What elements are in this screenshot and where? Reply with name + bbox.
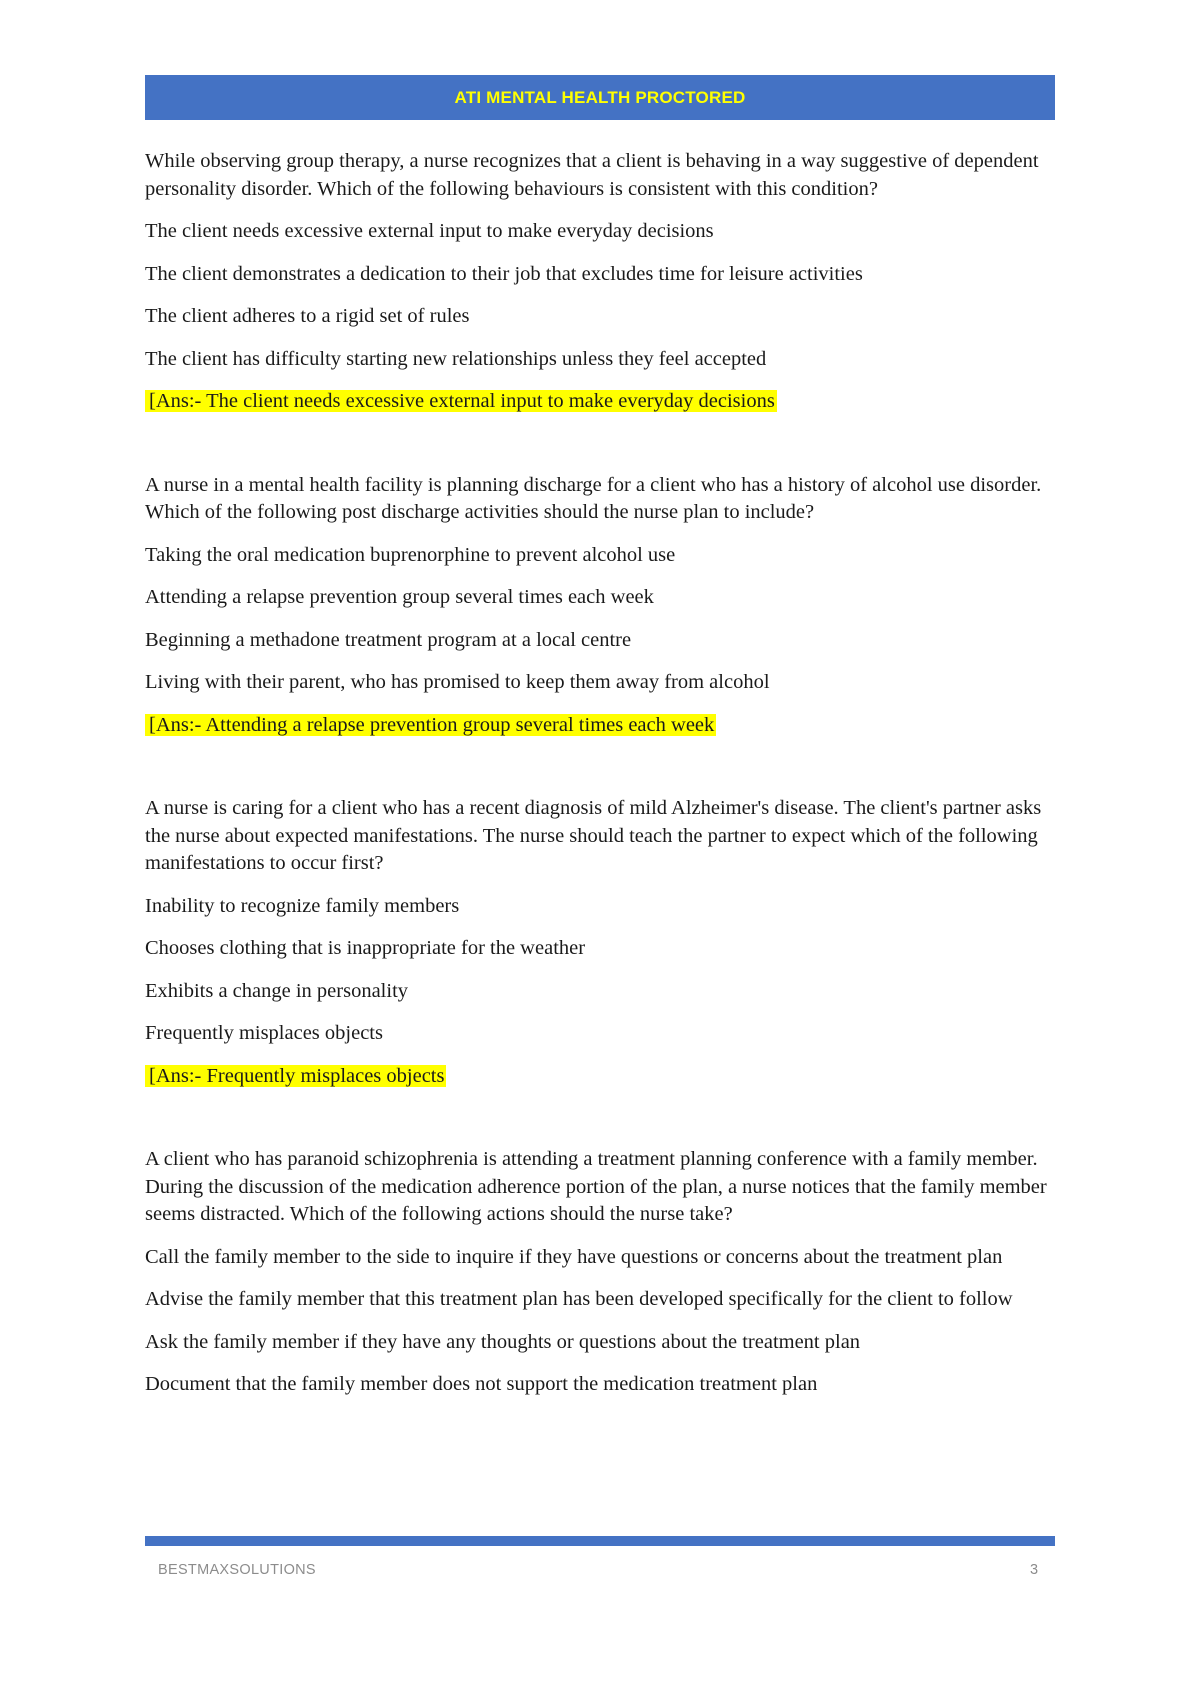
answer-option: Inability to recognize family members (145, 894, 460, 917)
answer-option: Chooses clothing that is inappropriate for the weather (145, 937, 586, 959)
answer-option: The client needs excessive external input to make everyday decisions (145, 220, 714, 242)
answer-highlight: [Ans:- Attending a relapse prevention group several times each week (145, 714, 716, 736)
question-stem: A nurse is caring for a client who has a recent diagnosis of mild Alzheimer's disease. The client's partner asks the nurse about expected manifestations. The nurse should teach the partner to expect which of the following manifestations to occur first? (145, 797, 1042, 874)
answer-key (145, 1063, 1055, 1091)
answer-option: Living with their parent, who has promised to keep them away from alcohol (145, 671, 770, 693)
answer-option: Call the family member to the side to inquire if they have questions or concerns about the treatment plan (145, 1245, 1003, 1268)
page-title: ATI MENTAL HEALTH PROCTORED (454, 87, 746, 107)
question-block-4 (145, 1146, 1055, 1399)
question-stem: A nurse in a mental health facility is planning discharge for a client who has a history of alcohol use disorder. Which of the following post discharge activities should the nurse plan to include? (145, 473, 1042, 523)
answer-option: The client adheres to a rigid set of rules (145, 305, 470, 327)
answer-key (145, 388, 1055, 416)
answer-option: Document that the family member does not support the medication treatment plan (145, 1373, 818, 1395)
question-stem: While observing group therapy, a nurse recognizes that a client is behaving in a way suggestive of dependent personality disorder. Which of the following behaviours is consistent with this condition? (145, 150, 1039, 200)
answer-key (145, 712, 1055, 740)
document-body (145, 148, 1055, 1414)
answer-option: The client has difficulty starting new relationships unless they feel accepted (145, 347, 767, 370)
question-block-3 (145, 795, 1055, 1090)
answer-option: Exhibits a change in personality (145, 979, 409, 1002)
question-block-1 (145, 148, 1055, 416)
question-block-2 (145, 472, 1055, 740)
answer-option: The client demonstrates a dedication to their job that excludes time for leisure activities (145, 262, 863, 285)
answer-option: Advise the family member that this treatment plan has been developed specifically for the client to follow (145, 1288, 1013, 1310)
answer-highlight: [Ans:- Frequently misplaces objects (145, 1065, 446, 1087)
answer-highlight: [Ans:- The client needs excessive external input to make everyday decisions (145, 390, 777, 412)
footer-publisher: BESTMAXSOLUTIONS (158, 1562, 316, 1578)
answer-option: Beginning a methadone treatment program at a local centre (145, 628, 632, 651)
question-stem: A client who has paranoid schizophrenia is attending a treatment planning conference with a family member. During the discussion of the medication adherence portion of the plan, a nurse notices that the family member seems distracted. Which of the following actions should the nurse take? (145, 1148, 1047, 1225)
footer-divider (145, 1536, 1055, 1546)
answer-option: Taking the oral medication buprenorphine to prevent alcohol use (145, 543, 676, 566)
answer-option: Attending a relapse prevention group several times each week (145, 586, 654, 608)
answer-option: Frequently misplaces objects (145, 1022, 383, 1044)
header-bar (145, 75, 1055, 120)
page-number: 3 (1030, 1562, 1039, 1578)
answer-option: Ask the family member if they have any thoughts or questions about the treatment plan (145, 1330, 861, 1353)
